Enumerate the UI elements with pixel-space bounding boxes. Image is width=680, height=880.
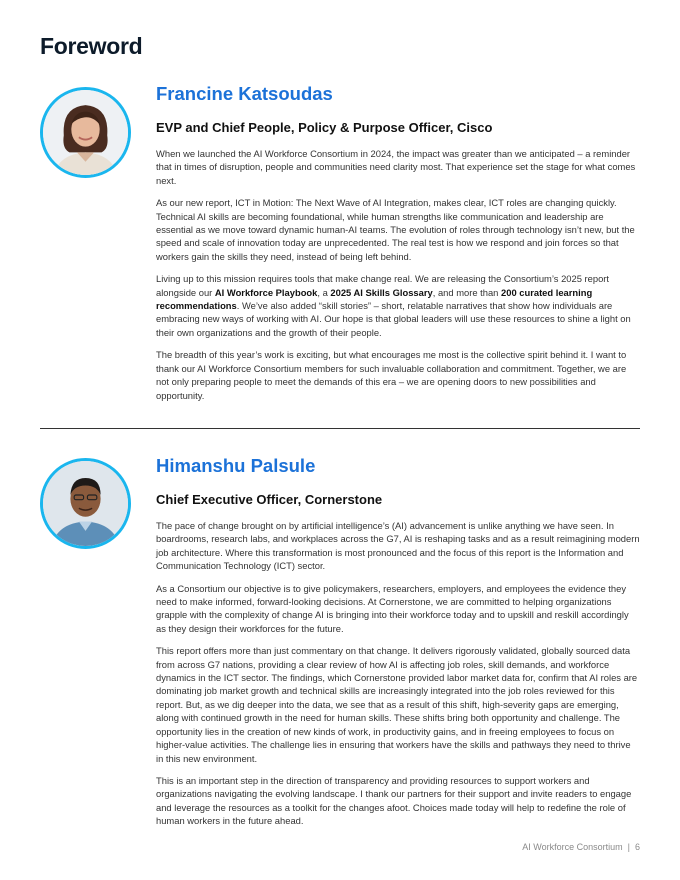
foreword-body bbox=[156, 519, 640, 828]
learning-recommendations-link[interactable]: 200 curated learning recommendations bbox=[156, 286, 593, 312]
paragraph: This is an important step in the direction of transparency and providing resources to support workers and organizations navigating the evolving landscape. I thank our partners for their support and invite readers to engage and leverage the resources as a toolkit for the changes afoot. Choices made today will help to redefine the role of human workers in the future ahead. bbox=[156, 774, 632, 827]
paragraph-resources bbox=[156, 272, 640, 339]
person-role: EVP and Chief People, Policy & Purpose Officer, Cisco bbox=[156, 120, 493, 135]
footer-separator: | bbox=[627, 842, 630, 852]
glossary-link[interactable]: 2025 AI Skills Glossary bbox=[330, 286, 433, 298]
paragraph: The breadth of this year’s work is exciting, but what encourages me most is the collective spirit behind it. I want to thank our AI Workforce Consortium members for such invaluable collaboration and commitment. Together, we are not only preparing people to meet the demands of this era – we are opening doors to new possibilities and opportunity. bbox=[156, 349, 627, 401]
text: , and more than bbox=[432, 286, 502, 298]
avatar-francine-katsoudas bbox=[40, 87, 131, 178]
playbook-link[interactable]: AI Workforce Playbook bbox=[214, 286, 318, 298]
footer-org: AI Workforce Consortium bbox=[522, 842, 623, 852]
page-footer bbox=[522, 842, 640, 852]
paragraph: As our new report, ICT in Motion: The Next Wave of AI Integration, makes clear, ICT roles are changing quickly. Technical AI skills are becoming foundational, while human strengths like communication and leadership are essential as we move toward dynamic human-AI teams. The evolution of roles through technology isn’t new, but the speed and scale of innovation today are unprecedented. The real test is how we respond and join forces so that workers gain the skills they need, instead of being left behind. bbox=[156, 197, 635, 262]
avatar-himanshu-palsule bbox=[40, 458, 131, 549]
paragraph: As a Consortium our objective is to give policymakers, researchers, employers, and employees the evidence they need to make informed, forward-looking decisions. At Cornerstone, we are committed to helping organizations grapple with the complexity of change AI is bringing into their workforce today and to upskill and reskill accordingly as they design their workforces for the future. bbox=[156, 582, 629, 634]
section-divider bbox=[40, 428, 640, 429]
paragraph: The pace of change brought on by artificial intelligence’s (AI) advancement is unlike anything we have seen. In boardrooms, research labs, and workplaces across the G7, AI is reshaping tasks and as a result reimagining modern job architecture. Where this transformation is most pronounced and the focus of this report is the Information and Communication Technology (ICT) sector. bbox=[156, 520, 640, 572]
foreword-body bbox=[156, 147, 640, 402]
text: . We’ve also added “skill stories” – short, relatable narratives that show how individuals are embracing new ways of working with AI. Our hope is that global leaders will use these resources to shine a light on their own organizations and the growth of their people. bbox=[156, 300, 631, 338]
person-role: Chief Executive Officer, Cornerstone bbox=[156, 492, 383, 507]
person-name: Francine Katsoudas bbox=[156, 83, 333, 104]
page-number: 6 bbox=[634, 842, 640, 852]
text: , a bbox=[317, 286, 331, 298]
portrait-icon bbox=[43, 90, 128, 175]
paragraph: When we launched the AI Workforce Consortium in 2024, the impact was greater than we anticipated – a reminder that in times of disruption, people and communities need clarity most. That experience set the stage for what comes next. bbox=[156, 148, 636, 186]
paragraph: This report offers more than just commentary on that change. It delivers rigorously validated, globally sourced data from across G7 nations, providing a clear review of how AI is affecting job roles, skill demands, and workforce dynamics in the ICT sector. The findings, which Cornerstone provided labor market data for, confirm that AI roles are dominating job market growth and technical skills are increasingly integrated into the job roles reviewed for this report. But, as we dig deeper into the data, we see that as a result of this shift, high-severity gaps are emerging, along with continued growth in the need for human skills. These shifts bring both opportunity and challenge. The opportunity lies in the creation of new kinds of work, in productivity gains, and in freeing employees to focus on higher-value activities. The challenge lies in ensuring that workers have the skills and pathways they need to thrive in this new environment. bbox=[156, 645, 638, 764]
portrait-icon bbox=[43, 461, 128, 546]
text: Living up to this mission requires tools that make change real. We are releasing the Consortium’s 2025 report alongside our bbox=[156, 273, 610, 298]
person-name: Himanshu Palsule bbox=[156, 455, 316, 476]
page-title: Foreword bbox=[40, 33, 143, 59]
